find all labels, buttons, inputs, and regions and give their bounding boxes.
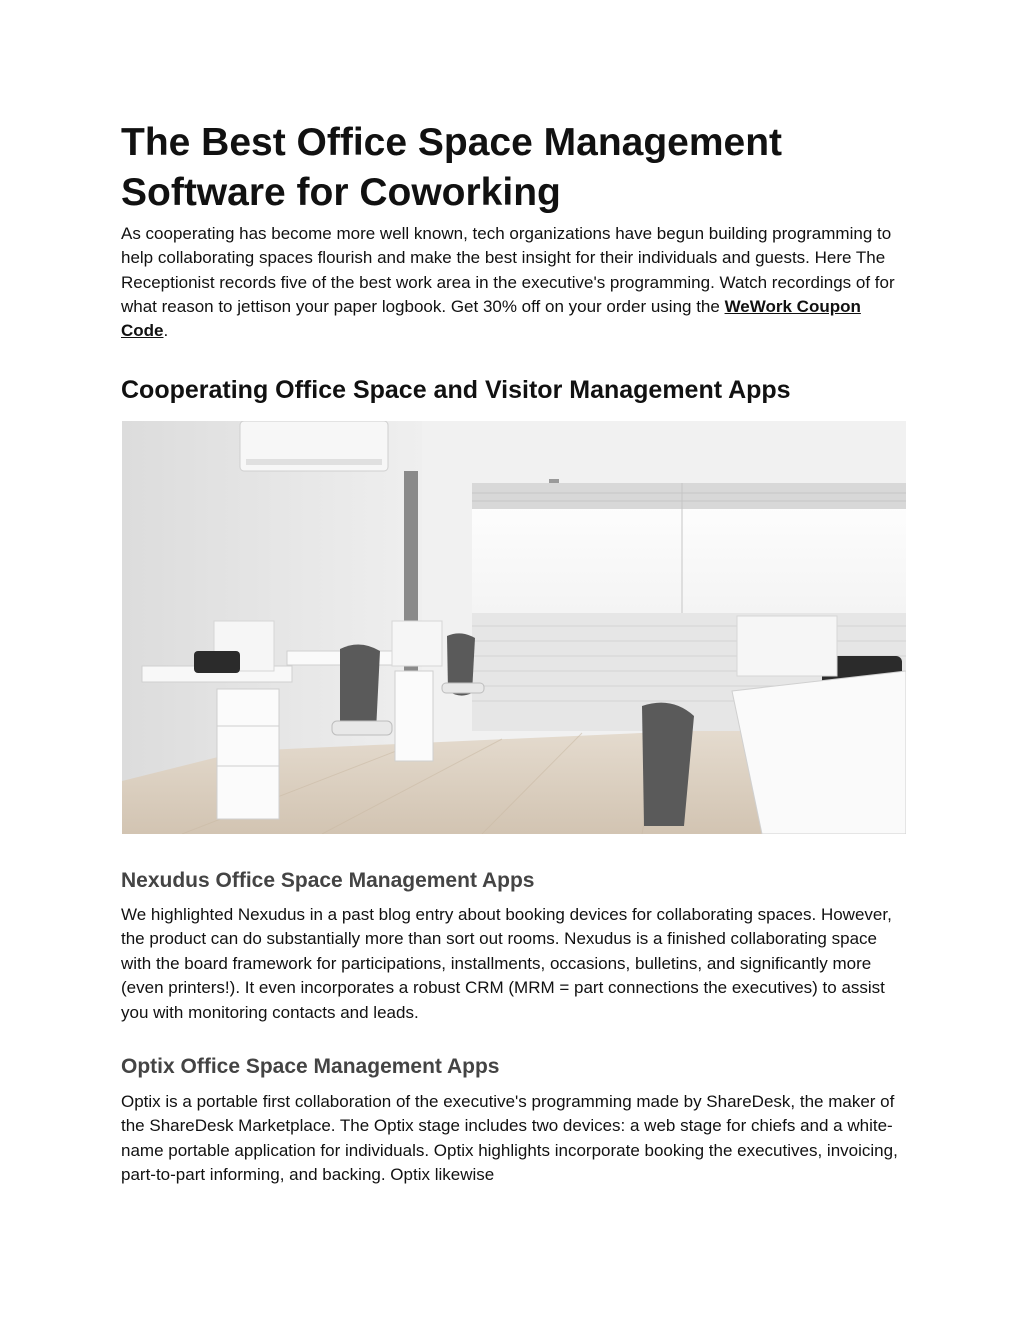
intro-paragraph [121,222,907,343]
optix-paragraph: Optix is a portable first collaboration of the executive's programming made by ShareDesk, the maker of the ShareDesk Marketplace. The Optix stage includes two devices: a web stage for chiefs and a white-name portable application for individuals. Optix highlights incorporate booking the executives, invoicing, part-to-part informing, and backing. Optix likewise [121,1092,898,1185]
article-title: The Best Office Space Management Software for Coworking [121,121,783,214]
intro-end: . [163,321,169,341]
office-photo [122,421,906,834]
section-heading: Cooperating Office Space and Visitor Management Apps [121,376,791,404]
nexudus-heading: Nexudus Office Space Management Apps [121,869,535,892]
intro-text: As cooperating has become more well known, tech organizations have begun building programming to help collaborating spaces flourish and make the best insight for their individuals and guests. Here The Receptionist records five of the best work area in the executive's programming. Watch recordings of for what reason to jettison your paper logbook. Get 30% off on your order using the [121,224,895,316]
nexudus-paragraph: We highlighted Nexudus in a past blog entry about booking devices for collaborating spaces. However, the product can do substantially more than sort out rooms. Nexudus is a finished collaborating space with the board framework for participations, installments, occasions, bulletins, and significantly more (even printers!). It even incorporates a robust CRM (MRM = part connections the executives) to assist you with monitoring contacts and leads. [121,905,892,1022]
optix-heading: Optix Office Space Management Apps [121,1055,500,1078]
coupon-code-link[interactable]: WeWork Coupon Code [121,296,861,341]
